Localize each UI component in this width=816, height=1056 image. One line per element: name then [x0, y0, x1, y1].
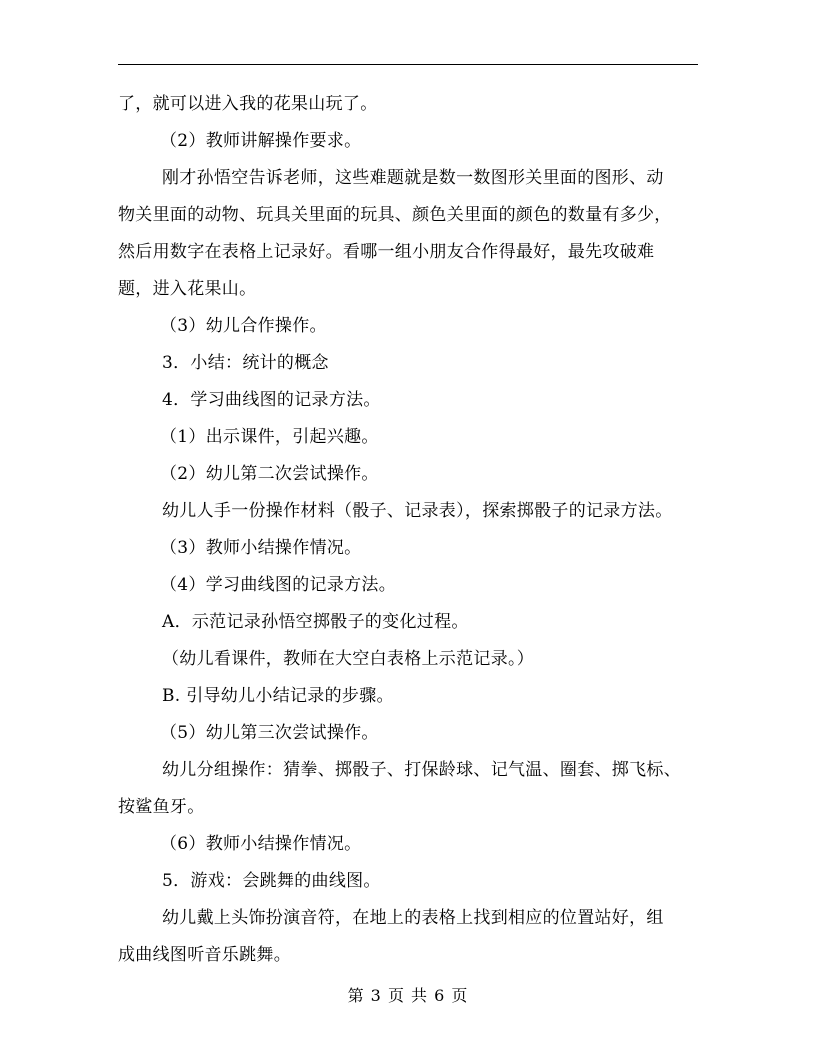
text-line: 然后用数字在表格上记录好。看哪一组小朋友合作得最好，最先攻破难 — [118, 242, 655, 262]
text-line: （2）幼儿第二次尝试操作。 — [160, 464, 379, 484]
text-line: （5）幼儿第三次尝试操作。 — [160, 723, 379, 743]
text-line: 物关里面的动物、玩具关里面的玩具、颜色关里面的颜色的数量有多少， — [118, 205, 672, 225]
text-line: 成曲线图听音乐跳舞。 — [118, 945, 291, 965]
text-line: 刚才孙悟空告诉老师，这些难题就是数一数图形关里面的图形、动 — [162, 168, 664, 188]
document-body — [118, 86, 700, 974]
text-line: （3）教师小结操作情况。 — [160, 538, 362, 558]
text-line: 5．游戏：会跳舞的曲线图。 — [162, 871, 381, 891]
text-line: 4．学习曲线图的记录方法。 — [162, 390, 381, 410]
page-footer: 第 3 页 共 6 页 — [347, 986, 469, 1005]
text-line: （幼儿看课件，教师在大空白表格上示范记录。） — [162, 649, 535, 669]
header-rule — [118, 64, 698, 65]
text-line: （2）教师讲解操作要求。 — [160, 131, 362, 151]
text-line: 按鲨鱼牙。 — [118, 797, 205, 817]
text-line: B. 引导幼儿小结记录的步骤。 — [162, 686, 394, 706]
text-line: 幼儿戴上头饰扮演音符，在地上的表格上找到相应的位置站好，组 — [162, 908, 664, 928]
text-line: 了，就可以进入我的花果山玩了。 — [118, 94, 378, 114]
text-line: 幼儿人手一份操作材料（骰子、记录表），探索掷骰子的记录方法。 — [162, 501, 673, 521]
text-line: （6）教师小结操作情况。 — [160, 834, 362, 854]
text-line: 题，进入花果山。 — [118, 279, 257, 299]
text-line: （4）学习曲线图的记录方法。 — [160, 575, 397, 595]
text-line: A．示范记录孙悟空掷骰子的变化过程。 — [162, 612, 469, 632]
text-line: 幼儿分组操作：猜拳、掷骰子、打保龄球、记气温、圈套、掷飞标、 — [162, 760, 681, 780]
text-line: （1）出示课件，引起兴趣。 — [160, 427, 379, 447]
text-line: 3．小结：统计的概念 — [162, 353, 329, 373]
text-line: （3）幼儿合作操作。 — [160, 316, 327, 336]
